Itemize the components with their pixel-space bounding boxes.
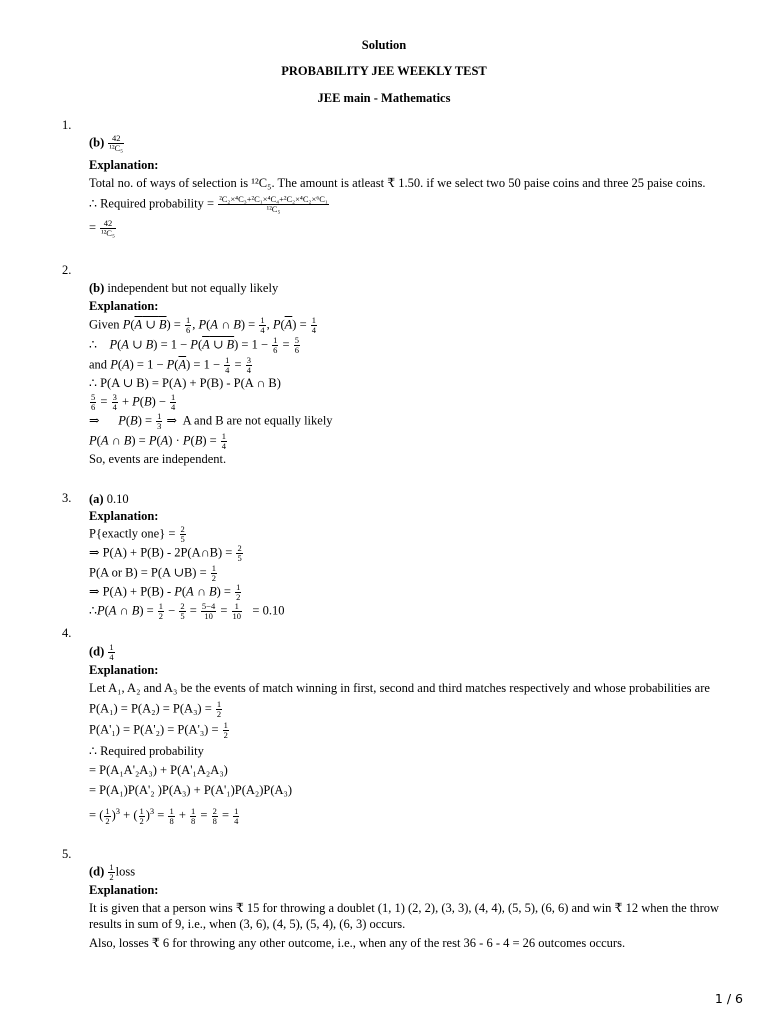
explanation-label: Explanation: [89,663,159,677]
answer-text: 0.10 [106,492,129,506]
explanation-line: Let A₁, A₂ and A₃ be the events of match winning in first, second and third matches respectively and whose probabilities are [89,681,710,695]
frac-den: ¹²C₅ [109,143,124,153]
explanation-line: = P(A₁)P(A'₂ )P(A₃) + P(A'₁)P(A₂)P(A₃) [89,783,293,797]
explanation-line: ⇒ P(B) = $\frac{1}{3}$ ⇒ A and B are not equally likely [89,411,333,431]
explanation-line: = ( $\frac{1}{2}$ )$^3$ + ( $\frac{1}{2}$ )$^3$ = $\frac{1}{8}$ + $\frac{1}{8}$ = $\frac{2}{8}$ = $\frac{1}{4}$ [89,805,239,826]
solution-heading: Solution [361,38,407,52]
explanation-line: and $P(A) = 1 - P(\overline{A}) = 1$ − $\frac{1}{4}$ = $\frac{3}{4}$ [89,355,251,375]
answer-fraction: $\frac{1}{4}$ [109,642,114,662]
question-number: 5. [62,847,72,861]
explanation-label: Explanation: [89,883,159,897]
explanation-line: P(A₁) = P(A₂) = P(A₃) = $\frac{1}{2}$ [89,699,222,719]
explanation-line: $\frac{5}{6}$ = $\frac{3}{4}$ + P(B) − $\frac{1}{4}$ [91,392,176,412]
explanation-line: Total no. of ways of selection is ¹²C₅. The amount is atleast ₹ 1.50. if we select two 50 paise coins and three 25 paise coins. [89,176,706,190]
test-title: PROBABILITY JEE WEEKLY TEST [281,64,487,78]
explanation-line: P(A'₁) = P(A'₂) = P(A'₃) = $\frac{1}{2}$ [89,720,228,740]
frac-num: 42 [108,134,124,144]
explanation-line: = $\frac{42}{\text{¹²C₅}}$ [89,218,115,238]
answer-line [89,280,278,296]
answer-option: (d) [89,864,105,879]
question-number: 2. [62,263,72,277]
answer-option: (d) [89,644,105,659]
answer-option: (b) [89,281,105,295]
answer-option: (b) [89,135,105,150]
explanation-line: So, events are independent. [89,452,227,466]
answer-line [89,643,116,662]
explanation-line: ∴ Required probability = $\frac{\text{²C₂×⁴C₃+²C₁×⁴C₄+²C₂×⁴C₂×⁶C₁}}{\text{¹²C₅}}$ [89,194,328,214]
explanation-line: Given P(A ∪ B) = $\frac{1}{6}$ , P(A ∩ B) = $\frac{1}{4}$ , $P(\overline{A})$ = $\frac{1}{4}$ [89,315,316,335]
explanation-line: ∴ Required probability [89,744,204,758]
explanation-label: Explanation: [89,299,159,313]
probability-fraction: $\frac{\text{²C₂×⁴C₃+²C₁×⁴C₄+²C₂×⁴C₂×⁶C₁}}{\text{¹²C₅}}$ [219,194,328,214]
answer-text: independent but not equally likely [107,281,279,295]
explanation-line: = P(A₁A'₂A₃) + P(A'₁A₂A₃) [89,763,228,777]
explanation-label: Explanation: [89,158,159,172]
answer-fraction [108,134,124,153]
answer-fraction: $\frac{1}{2}$ [109,862,114,882]
explanation-line: ⇒ P(A) + P(B) - P(A ∩ B) = $\frac{1}{2}$ [89,582,241,602]
question-number: 1. [62,118,72,132]
question-number: 3. [62,491,72,505]
explanation-line: ⇒ P(A) + P(B) - 2P(A∩B) = $\frac{2}{5}$ [89,543,242,563]
explanation-line: ∴ P(A ∪ B) = P(A) + P(B) - P(A ∩ B) [89,376,281,390]
explanation-line: P{exactly one} = $\frac{2}{5}$ [89,524,185,544]
explanation-label: Explanation: [89,509,159,523]
result-fraction: $\frac{42}{\text{¹²C₅}}$ [101,218,115,238]
explanation-line: ∴P(A ∩ B) = $\frac{1}{2}$ − $\frac{2}{5}$ = $\frac{5-4}{10}$ = $\frac{1}{10}$ = 0.10 [89,601,285,621]
explanation-line: Also, losses ₹ 6 for throwing any other outcome, i.e., when any of the rest 36 - 6 - 4 = 26 outcomes occurs. [89,936,626,950]
answer-line [89,134,125,153]
answer-line [89,863,135,882]
explanation-line: P(A or B) = P(A ∪B) = $\frac{1}{2}$ [89,563,217,583]
answer-line [89,491,129,507]
subject-title: JEE main - Mathematics [317,91,451,105]
question-number: 4. [62,626,72,640]
answer-suffix: loss [115,864,136,879]
explanation-line: ∴ P(A ∪ B) = 1 − P(A ∪ B) = 1 − $\frac{1}{6}$ = $\frac{5}{6}$ [89,335,299,355]
explanation-line: It is given that a person wins ₹ 15 for throwing a doublet (1, 1) (2, 2), (3, 3), (4, 4), (5, 5), (6, 6) and win ₹ 12 when the throw results in sum of 9, i.e., when (3, 6), (4, 5), (5, 4), (6, 3) occurs. [89,901,720,931]
page-indicator: 1 / 6 [714,991,743,1006]
answer-option: (a) [89,492,104,506]
explanation-line: P(A ∩ B) = P(A) · P(B) = $\frac{1}{4}$ [89,431,227,451]
